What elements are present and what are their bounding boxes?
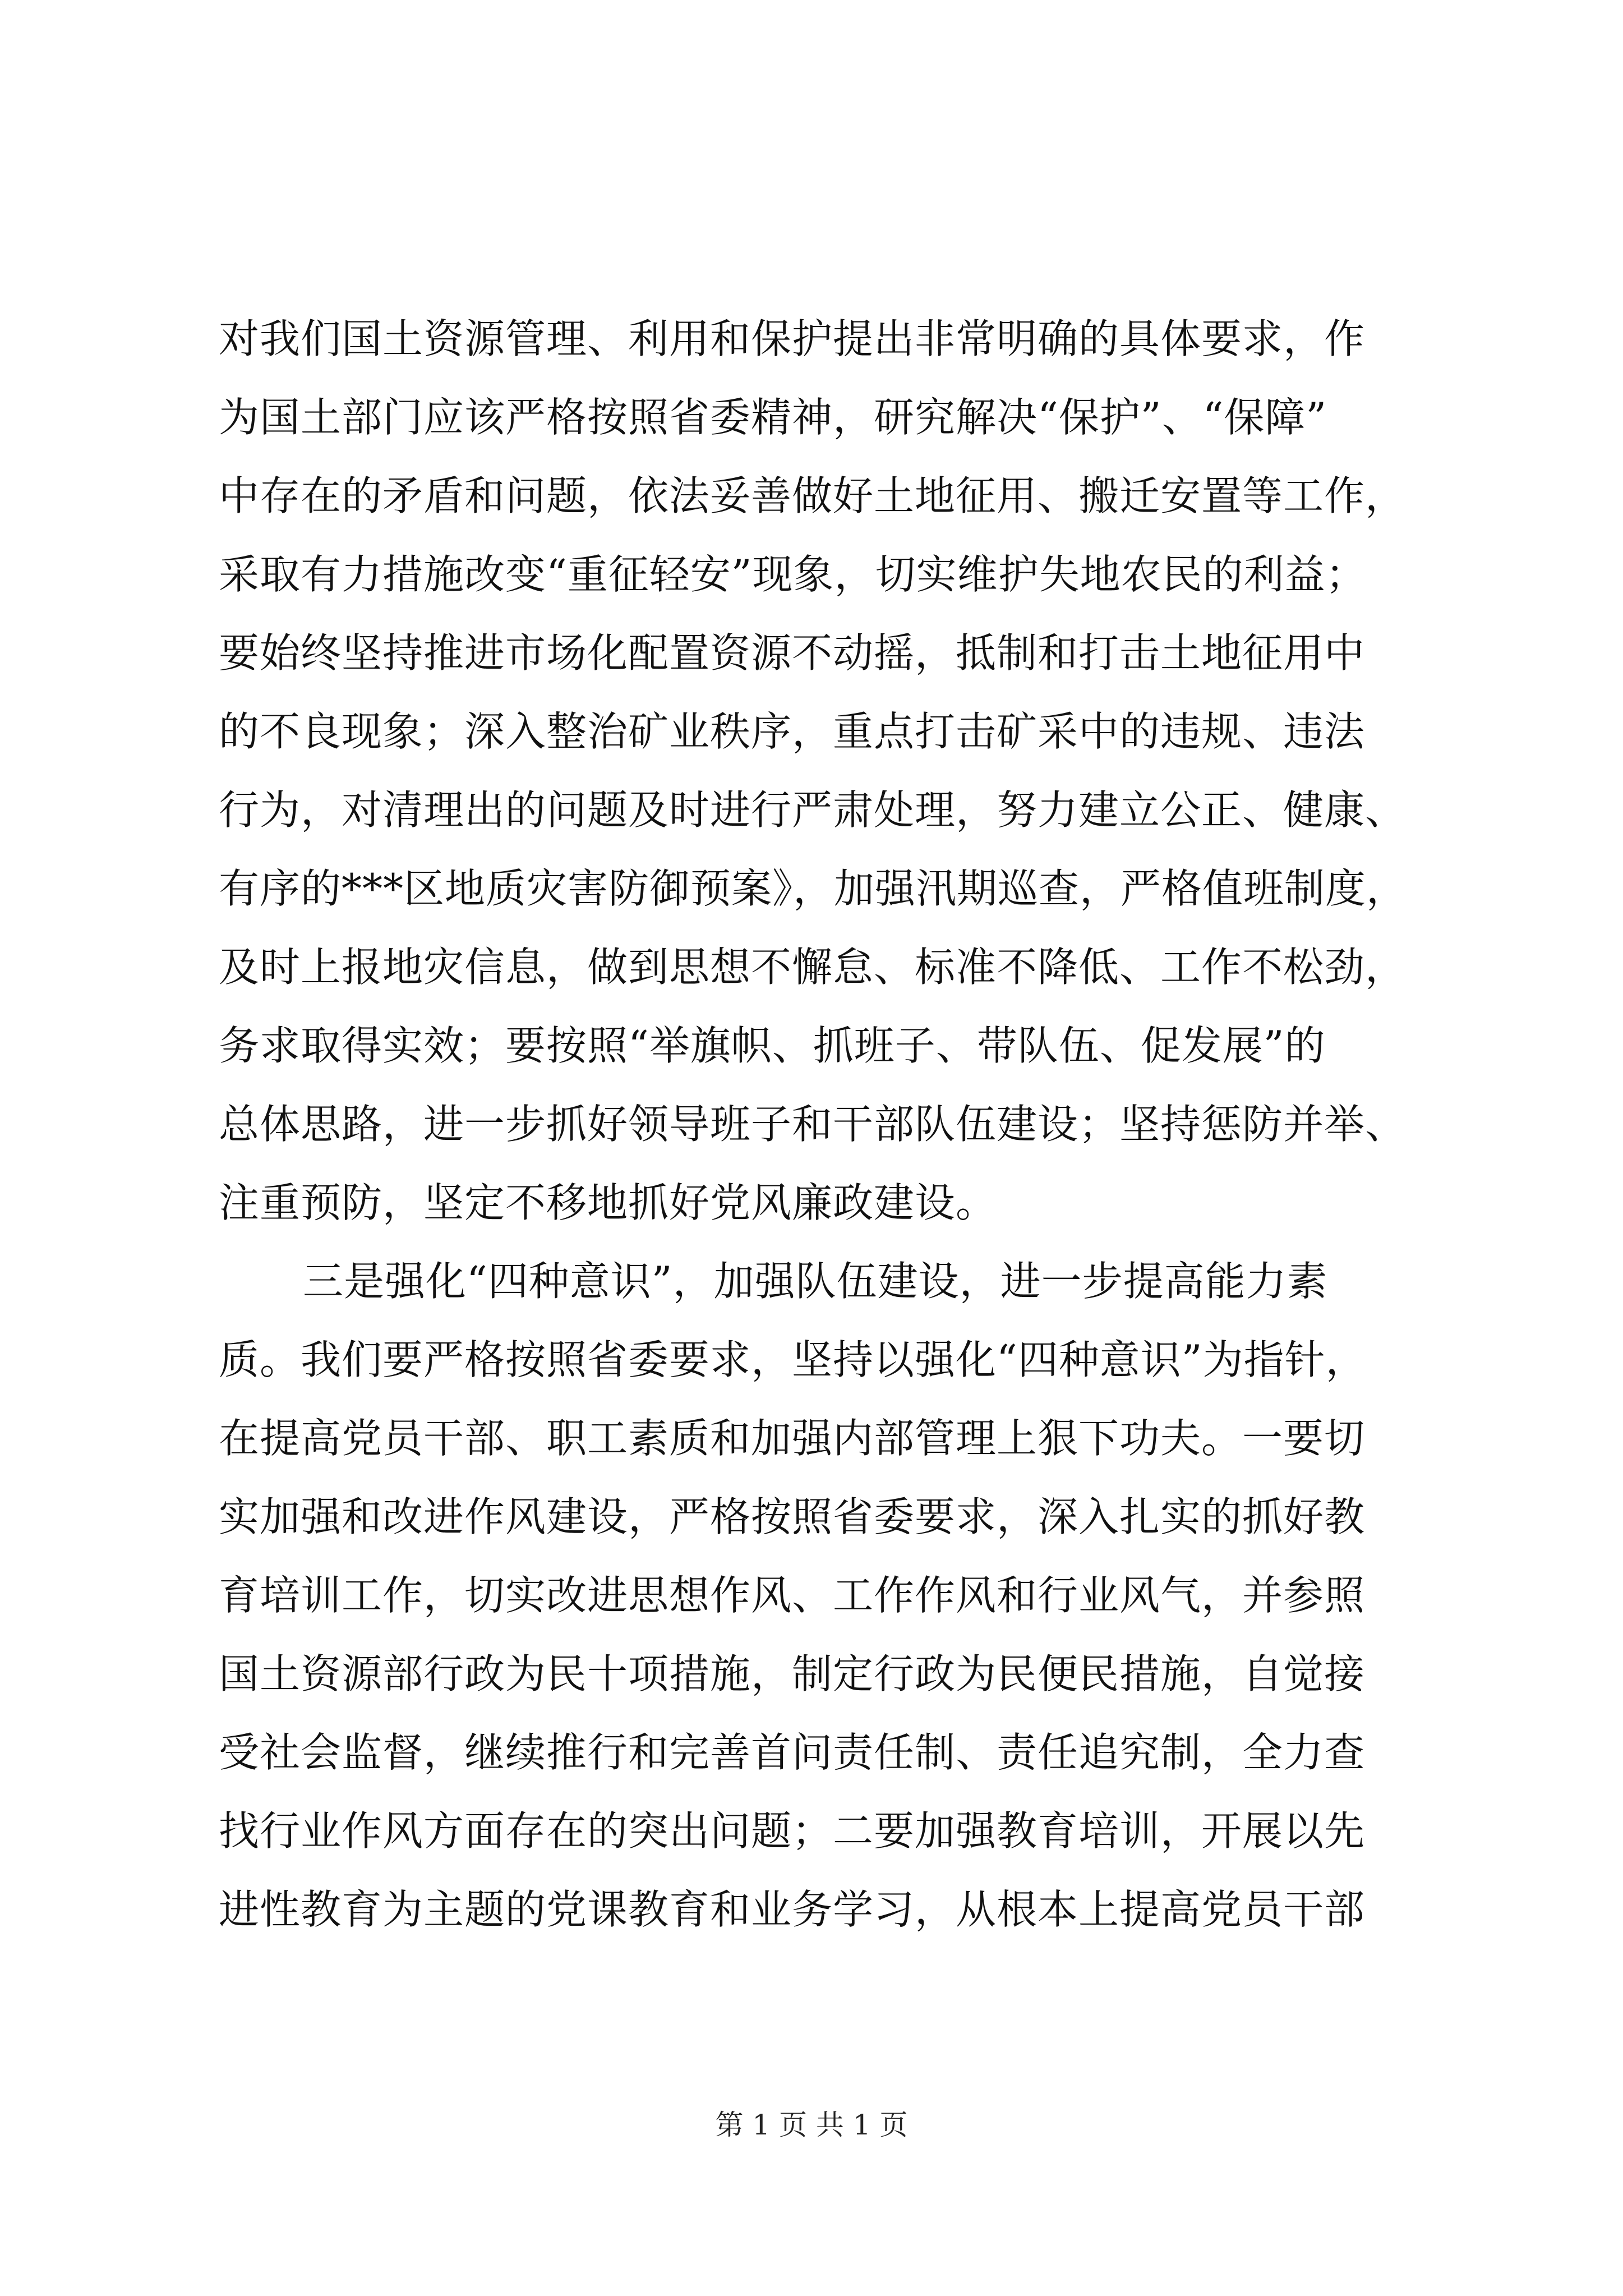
text-line: 及时上报地灾信息，做到思想不懈怠、标准不降低、工作不松劲， [219, 944, 1407, 991]
text-line: 找行业作风方面存在的突出问题；二要加强教育培训，开展以先 [219, 1807, 1366, 1855]
text-line: 采取有力措施改变“重征轻安”现象，切实维护失地农民的利益； [219, 551, 1367, 598]
text-line: 总体思路，进一步抓好领导班子和干部队伍建设；坚持惩防并举、 [219, 1101, 1407, 1148]
text-line: 国土资源部行政为民十项措施，制定行政为民便民措施，自觉接 [219, 1650, 1366, 1697]
text-line: 行为，对清理出的问题及时进行严肃处理，努力建立公正、健康、 [219, 786, 1407, 834]
text-line: 受社会监督，继续推行和完善首问责任制、责任追究制，全力查 [219, 1729, 1366, 1776]
text-line: 有序的***区地质灾害防御预案》，加强汛期巡查，严格值班制度， [219, 865, 1408, 912]
text-line: 的不良现象；深入整治矿业秩序，重点打击矿采中的违规、违法 [219, 708, 1366, 755]
paragraph-start-line: 三是强化“四种意识”，加强队伍建设，进一步提高能力素 [303, 1258, 1328, 1305]
text-line: 实加强和改进作风建设，严格按照省委要求，深入扎实的抓好教 [219, 1493, 1366, 1540]
text-line: 进性教育为主题的党课教育和业务学习，从根本上提高党员干部 [219, 1886, 1366, 1933]
text-line: 在提高党员干部、职工素质和加强内部管理上狠下功夫。一要切 [219, 1415, 1366, 1462]
text-line: 要始终坚持推进市场化配置资源不动摇，抵制和打击土地征用中 [219, 629, 1366, 677]
text-line: 务求取得实效；要按照“举旗帜、抓班子、带队伍、促发展”的 [219, 1022, 1326, 1069]
text-line: 质。我们要严格按照省委要求，坚持以强化“四种意识”为指针， [219, 1336, 1367, 1383]
text-line: 中存在的矛盾和问题，依法妥善做好土地征用、搬迁安置等工作， [219, 472, 1407, 519]
page-footer: 第 1 页 共 1 页 [715, 2109, 908, 2141]
text-line: 注重预防，坚定不移地抓好党风廉政建设。 [219, 1179, 997, 1226]
text-line: 为国土部门应该严格按照省委精神，研究解决“保护”、“保障” [219, 394, 1327, 441]
text-line: 对我们国土资源管理、利用和保护提出非常明确的具体要求，作 [219, 315, 1366, 362]
text-line: 育培训工作，切实改进思想作风、工作作风和行业风气，并参照 [219, 1572, 1366, 1619]
